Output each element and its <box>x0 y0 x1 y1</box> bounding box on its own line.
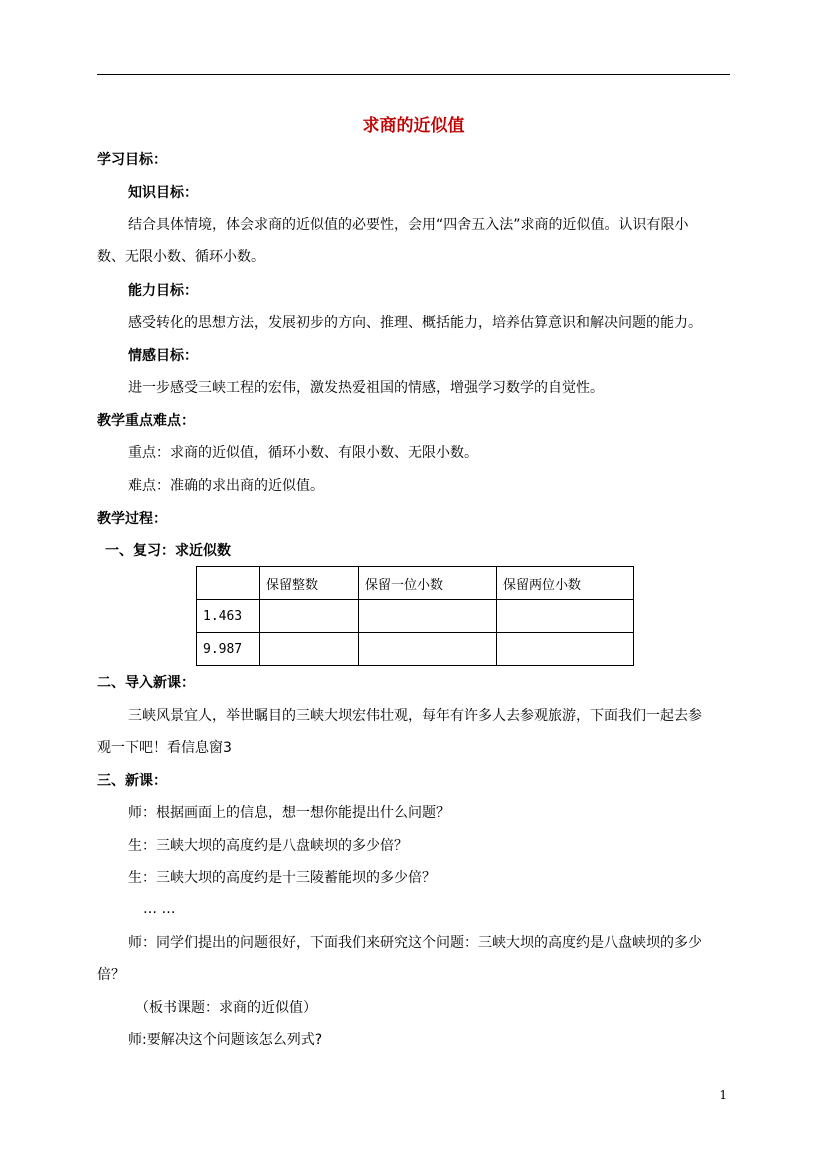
table-header-cell <box>197 567 260 600</box>
review-heading: 一、复习：求近似数 <box>105 543 231 559</box>
key-points-text: 重点：求商的近似值，循环小数、有限小数、无限小数。 <box>128 445 478 461</box>
difficulty-text: 难点：准确的求出商的近似值。 <box>128 478 324 494</box>
table-row <box>197 633 634 666</box>
review-table <box>196 566 634 666</box>
ability-heading: 能力目标： <box>128 283 198 299</box>
intro-text-line2: 观一下吧！看信息窗3 <box>97 740 232 756</box>
board-note: （板书课题：求商的近似值） <box>135 1000 317 1016</box>
teacher-line-1: 师：根据画面上的信息，想一想你能提出什么问题？ <box>128 805 450 821</box>
intro-heading: 二、导入新课： <box>97 675 195 691</box>
table-cell <box>359 633 497 666</box>
intro-text-line1: 三峡风景宜人，举世瞩目的三峡大坝宏伟壮观，每年有许多人去参观旅游，下面我们一起去参 <box>128 708 702 724</box>
table-cell: 1.463 <box>197 600 260 633</box>
table-cell <box>497 633 634 666</box>
table-row <box>197 600 634 633</box>
teacher-line-2b: 倍？ <box>97 967 125 983</box>
student-line-1: 生：三峡大坝的高度约是八盘峡坝的多少倍？ <box>128 838 408 854</box>
new-lesson-heading: 三、新课： <box>97 773 167 789</box>
ellipsis: … … <box>143 901 176 917</box>
ability-text: 感受转化的思想方法，发展初步的方向、推理、概括能力，培养估算意识和解决问题的能力。 <box>128 315 702 331</box>
page-number: 1 <box>719 1088 727 1102</box>
teacher-line-3: 师:要解决这个问题该怎么列式? <box>128 1032 323 1048</box>
table-cell <box>260 600 359 633</box>
table-header-cell: 保留一位小数 <box>359 567 497 600</box>
page-title: 求商的近似值 <box>362 116 465 136</box>
table-cell: 9.987 <box>197 633 260 666</box>
process-heading: 教学过程： <box>97 511 167 527</box>
table-header-row <box>197 567 634 600</box>
knowledge-text-line2: 数、无限小数、循环小数。 <box>97 249 265 265</box>
student-line-2: 生：三峡大坝的高度约是十三陵蓄能坝的多少倍？ <box>128 870 436 886</box>
knowledge-text-line1: 结合具体情境，体会求商的近似值的必要性，会用“四舍五入法”求商的近似值。认识有限小 <box>128 217 689 233</box>
teacher-line-2a: 师：同学们提出的问题很好，下面我们来研究这个问题：三峡大坝的高度约是八盘峡坝的多少 <box>128 935 702 951</box>
key-points-heading: 教学重点难点： <box>97 413 195 429</box>
table-header-cell: 保留两位小数 <box>497 567 634 600</box>
emotion-heading: 情感目标： <box>128 348 198 364</box>
table-cell <box>497 600 634 633</box>
header-rule <box>97 74 730 75</box>
table-cell <box>359 600 497 633</box>
goals-heading: 学习目标： <box>97 152 167 168</box>
table-header-cell: 保留整数 <box>260 567 359 600</box>
knowledge-heading: 知识目标： <box>128 185 198 201</box>
table-cell <box>260 633 359 666</box>
emotion-text: 进一步感受三峡工程的宏伟，激发热爱祖国的情感，增强学习数学的自觉性。 <box>128 380 604 396</box>
